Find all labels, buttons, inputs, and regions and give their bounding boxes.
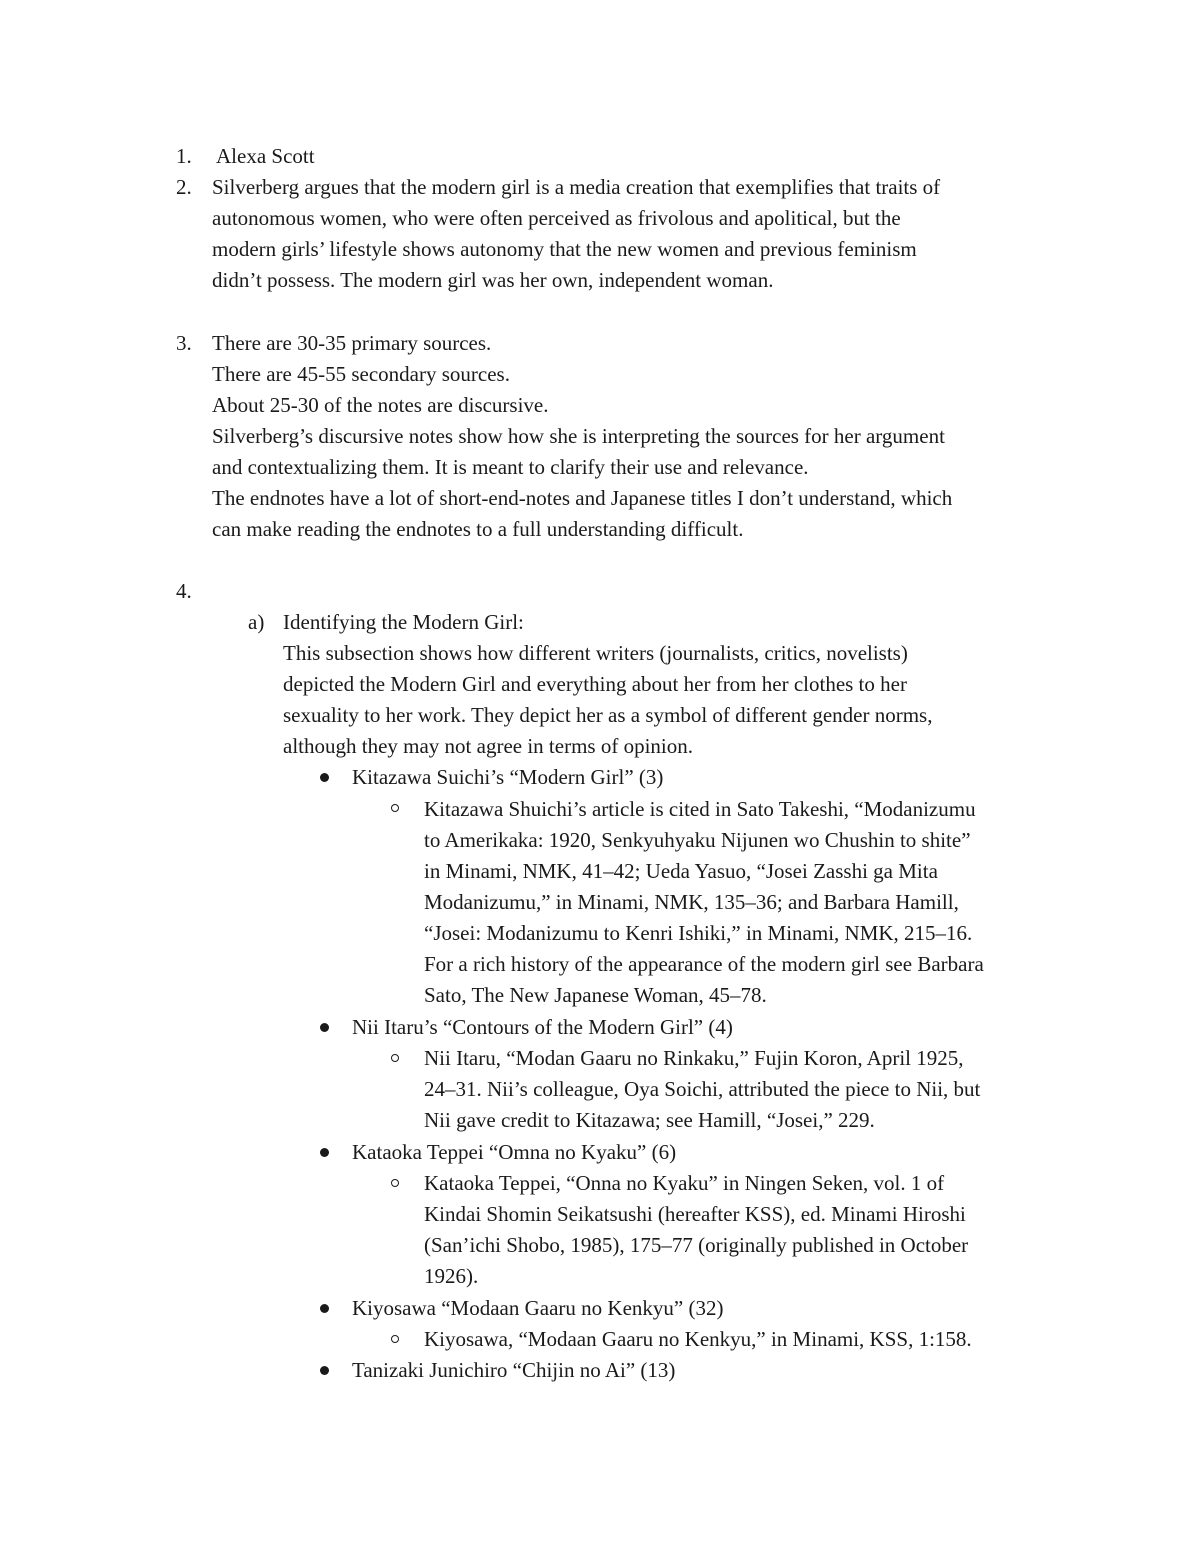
item-1-number: 1. [176, 144, 192, 168]
paragraph-line: This subsection shows how different writers (journalists, critics, novelists) [283, 641, 908, 665]
sub-bullet-line: 1926). [424, 1264, 479, 1288]
hollow-bullet-icon [391, 1179, 399, 1187]
bullet-item: Kiyosawa “Modaan Gaaru no Kenkyu” (32) [352, 1296, 724, 1320]
subsection-a-title: Identifying the Modern Girl: [283, 610, 524, 634]
paragraph-line: Silverberg argues that the modern girl is a media creation that exemplifies that traits of [212, 175, 941, 199]
bullet-item: Tanizaki Junichiro “Chijin no Ai” (13) [352, 1358, 676, 1382]
bullet-icon [320, 773, 329, 782]
bullet-icon [320, 1148, 329, 1157]
sub-bullet-line: to Amerikaka: 1920, Senkyuhyaku Nijunen wo Chushin to shite” [424, 828, 971, 852]
sub-bullet-line: Kitazawa Shuichi’s article is cited in Sato Takeshi, “Modanizumu [424, 797, 976, 821]
sub-bullet-line: Modanizumu,” in Minami, NMK, 135–36; and Barbara Hamill, [424, 890, 959, 914]
sub-bullet-line: Kindai Shomin Seikatsushi (hereafter KSS), ed. Minami Hiroshi [424, 1202, 966, 1226]
sub-bullet-line: Kataoka Teppei, “Onna no Kyaku” in Ningen Seken, vol. 1 of [424, 1171, 945, 1195]
paragraph-line: There are 45-55 secondary sources. [212, 362, 510, 386]
paragraph-line: There are 30-35 primary sources. [212, 331, 492, 355]
paragraph-line: sexuality to her work. They depict her as a symbol of different gender norms, [283, 703, 933, 727]
author-name: Alexa Scott [216, 144, 315, 168]
sub-bullet-line: “Josei: Modanizumu to Kenri Ishiki,” in Minami, NMK, 215–16. [424, 921, 973, 945]
paragraph-line: The endnotes have a lot of short-end-notes and Japanese titles I don’t understand, which [212, 486, 953, 510]
sub-bullet-line: Kiyosawa, “Modaan Gaaru no Kenkyu,” in Minami, KSS, 1:158. [424, 1327, 972, 1351]
paragraph-line: although they may not agree in terms of opinion. [283, 734, 693, 758]
bullet-item: Nii Itaru’s “Contours of the Modern Girl” (4) [352, 1015, 733, 1039]
sub-bullet-line: Nii gave credit to Kitazawa; see Hamill, “Josei,” 229. [424, 1108, 875, 1132]
sub-bullet-line: (San’ichi Shobo, 1985), 175–77 (originally published in October [424, 1233, 969, 1257]
hollow-bullet-icon [391, 804, 399, 812]
item-4-number: 4. [176, 579, 192, 603]
paragraph-line: didn’t possess. The modern girl was her own, independent woman. [212, 268, 774, 292]
paragraph-line: About 25-30 of the notes are discursive. [212, 393, 549, 417]
sub-bullet-line: Nii Itaru, “Modan Gaaru no Rinkaku,” Fujin Koron, April 1925, [424, 1046, 964, 1070]
subsection-a-label: a) [248, 610, 265, 634]
bullet-icon [320, 1023, 329, 1032]
paragraph-line: modern girls’ lifestyle shows autonomy that the new women and previous feminism [212, 237, 917, 261]
sub-bullet-line: 24–31. Nii’s colleague, Oya Soichi, attributed the piece to Nii, but [424, 1077, 981, 1101]
hollow-bullet-icon [391, 1335, 399, 1343]
sub-bullet-line: Sato, The New Japanese Woman, 45–78. [424, 983, 767, 1007]
bullet-icon [320, 1366, 329, 1375]
item-3-number: 3. [176, 331, 192, 355]
bullet-item: Kataoka Teppei “Omna no Kyaku” (6) [352, 1140, 677, 1164]
paragraph-line: depicted the Modern Girl and everything about her from her clothes to her [283, 672, 907, 696]
bullet-icon [320, 1304, 329, 1313]
sub-bullet-line: in Minami, NMK, 41–42; Ueda Yasuo, “Josei Zasshi ga Mita [424, 859, 938, 883]
bullet-item: Kitazawa Suichi’s “Modern Girl” (3) [352, 765, 664, 789]
paragraph-line: autonomous women, who were often perceived as frivolous and apolitical, but the [212, 206, 901, 230]
sub-bullet-line: For a rich history of the appearance of the modern girl see Barbara [424, 952, 984, 976]
paragraph-line: and contextualizing them. It is meant to clarify their use and relevance. [212, 455, 809, 479]
item-2-number: 2. [176, 175, 192, 199]
paragraph-line: can make reading the endnotes to a full understanding difficult. [212, 517, 744, 541]
hollow-bullet-icon [391, 1054, 399, 1062]
paragraph-line: Silverberg’s discursive notes show how she is interpreting the sources for her argument [212, 424, 945, 448]
